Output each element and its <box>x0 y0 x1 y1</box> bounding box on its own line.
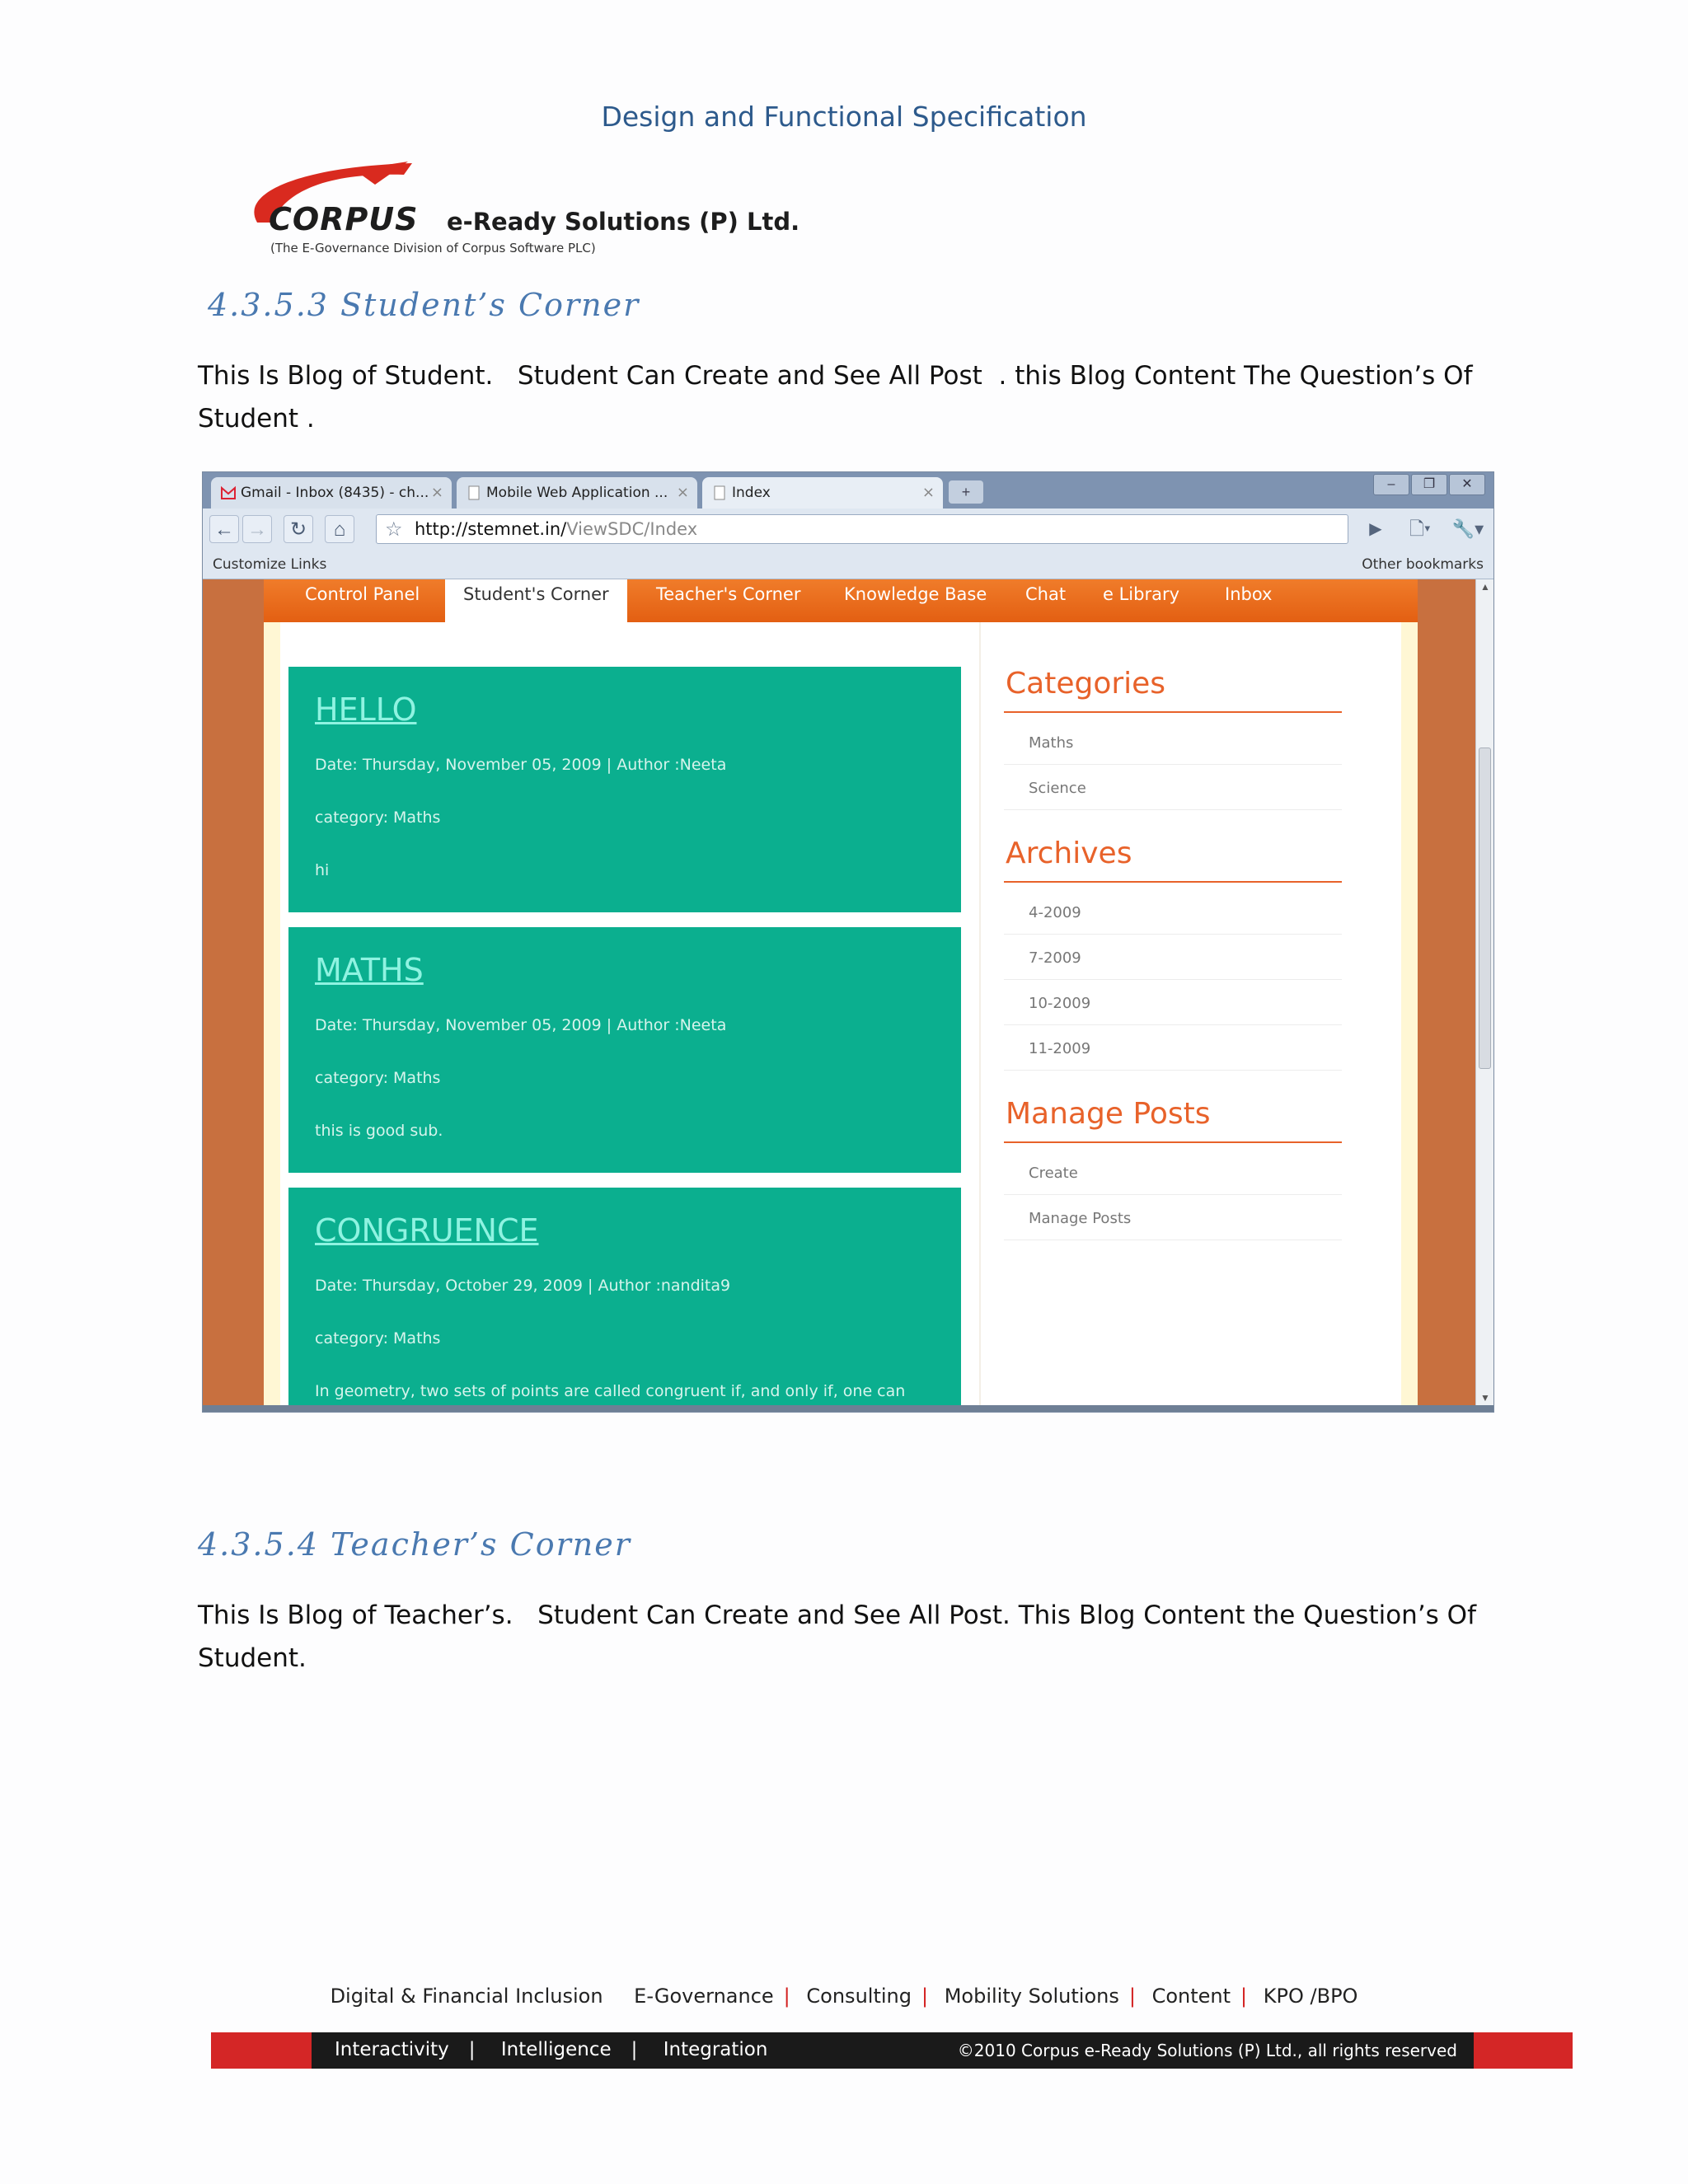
blog-post <box>288 927 961 1173</box>
nav-chat[interactable]: Chat <box>1025 584 1067 604</box>
nav-control-panel[interactable]: Control Panel <box>305 584 420 604</box>
taskbar-strip <box>203 1405 1493 1413</box>
browser-tab-index[interactable] <box>702 477 943 509</box>
footer-link: Digital & Financial Inclusion <box>330 1985 603 2008</box>
page-viewport <box>203 579 1477 1405</box>
sidebar-divider <box>979 622 981 1405</box>
footer-link: Content <box>1151 1985 1231 2008</box>
footer-copyright: ©2010 Corpus e-Ready Solutions (P) Ltd., all rights reserved <box>957 2041 1457 2060</box>
post-meta: Date: Thursday, November 05, 2009 | Author :Neeta <box>315 756 727 774</box>
blog-post <box>288 667 961 912</box>
sidebar-heading-categories: Categories <box>1006 667 1166 701</box>
window-controls <box>1373 474 1489 499</box>
sidebar-item-archive[interactable]: 7-2009 <box>1004 935 1342 980</box>
nav-e-library[interactable]: e Library <box>1103 584 1180 604</box>
home-icon[interactable]: ⌂ <box>325 515 354 543</box>
browser-tab-label: Index <box>732 485 771 501</box>
window-close-icon[interactable]: ✕ <box>1449 474 1485 495</box>
logo-tagline: (The E-Governance Division of Corpus Software PLC) <box>270 241 596 255</box>
browser-toolbar <box>203 509 1493 550</box>
forward-arrow-icon[interactable]: → <box>242 515 272 543</box>
post-title[interactable]: CONGRUENCE <box>315 1212 539 1249</box>
logo-company: e-Ready Solutions (P) Ltd. <box>447 208 800 236</box>
gmail-icon <box>221 485 236 500</box>
nav-students-corner[interactable]: Student's Corner <box>445 579 627 622</box>
sidebar-heading-manage-posts: Manage Posts <box>1006 1097 1211 1131</box>
footer-link: KPO /BPO <box>1263 1985 1358 2008</box>
sidebar-item-manage-posts[interactable]: Manage Posts <box>1004 1195 1342 1240</box>
browser-screenshot <box>202 471 1494 1413</box>
site-nav <box>264 579 1418 622</box>
footer-links: Digital & Financial Inclusion E-Governance | Consulting | Mobility Solutions | Content | KPO /BPO <box>330 1985 1358 2008</box>
page-icon <box>712 485 727 500</box>
sidebar-item-create[interactable]: Create <box>1004 1150 1342 1195</box>
browser-tab-label: Mobile Web Application ... <box>486 485 668 501</box>
bookmarks-bar <box>203 550 1493 579</box>
logo-brand: CORPUS <box>269 201 419 237</box>
browser-tab-bar <box>203 472 1493 509</box>
post-category: category: Maths <box>315 1069 441 1087</box>
blog-post <box>288 1188 961 1405</box>
post-category: category: Maths <box>315 1329 441 1347</box>
footer-bar-dark <box>312 2032 1474 2069</box>
page-icon <box>467 485 481 500</box>
footer-bar-item: Intelligence <box>500 2039 612 2060</box>
post-body: hi <box>315 861 330 879</box>
page-menu-icon[interactable]: 🗋▾ <box>1409 518 1431 539</box>
sidebar-item-maths[interactable]: Maths <box>1004 719 1342 765</box>
maximize-icon[interactable]: ❐ <box>1411 474 1447 495</box>
post-body: In geometry, two sets of points are called congruent if, and only if, one can <box>315 1382 906 1400</box>
address-bar[interactable] <box>376 514 1348 544</box>
vertical-scrollbar[interactable] <box>1475 579 1493 1405</box>
sidebar-item-archive[interactable]: 10-2009 <box>1004 980 1342 1025</box>
post-category: category: Maths <box>315 808 441 827</box>
browser-tab-gmail[interactable] <box>211 477 452 509</box>
section-heading-students-corner: 4.3.5.3 Student’s Corner <box>208 287 640 323</box>
sidebar-item-archive[interactable]: 4-2009 <box>1004 889 1342 935</box>
sidebar-rule <box>1004 1141 1342 1143</box>
scroll-up-icon[interactable]: ▲ <box>1480 581 1490 593</box>
wrench-icon[interactable]: 🔧▾ <box>1451 518 1484 539</box>
browser-tab-label: Gmail - Inbox (8435) - ch... <box>241 485 429 501</box>
post-title[interactable]: MATHS <box>315 952 424 988</box>
nav-knowledge-base[interactable]: Knowledge Base <box>844 584 987 604</box>
new-tab-button[interactable]: + <box>949 480 983 504</box>
footer-link: Consulting <box>806 1985 912 2008</box>
url-path: ViewSDC/Index <box>566 519 698 539</box>
post-body: this is good sub. <box>315 1122 443 1140</box>
footer-bar-item: Integration <box>663 2039 768 2060</box>
minimize-icon[interactable]: – <box>1373 474 1409 495</box>
back-arrow-icon[interactable]: ← <box>209 515 239 543</box>
sidebar-item-archive[interactable]: 11-2009 <box>1004 1025 1342 1071</box>
bookmark-customize-links[interactable]: Customize Links <box>213 556 327 573</box>
sidebar-rule <box>1004 711 1342 713</box>
star-icon[interactable]: ☆ <box>385 518 403 541</box>
section-text-students-corner: This Is Blog of Student. Student Can Create and See All Post . this Blog Content The Question’s Of Student . <box>198 361 1481 434</box>
go-arrow-icon[interactable]: ▶ <box>1369 520 1382 538</box>
footer-bar-item: Interactivity <box>335 2039 449 2060</box>
scrollbar-thumb[interactable] <box>1479 748 1491 1069</box>
post-title[interactable]: HELLO <box>315 691 417 728</box>
bookmark-other-bookmarks[interactable]: Other bookmarks <box>1362 556 1484 573</box>
url-host: http://stemnet.in/ <box>415 519 567 539</box>
site-frame <box>264 579 1418 1405</box>
scroll-down-icon[interactable]: ▼ <box>1480 1392 1490 1404</box>
footer-link: Mobility Solutions <box>944 1985 1119 2008</box>
sidebar-item-science[interactable]: Science <box>1004 765 1342 810</box>
footer-bar <box>211 2032 1573 2069</box>
section-heading-teachers-corner: 4.3.5.4 Teacher’s Corner <box>198 1526 631 1563</box>
footer-bar-items: Interactivity | Intelligence | Integration <box>335 2039 768 2060</box>
sidebar-heading-archives: Archives <box>1006 837 1132 870</box>
reload-icon[interactable]: ↻ <box>284 515 313 543</box>
close-icon[interactable]: × <box>676 484 689 501</box>
nav-inbox[interactable]: Inbox <box>1225 584 1273 604</box>
nav-teachers-corner[interactable]: Teacher's Corner <box>656 584 801 604</box>
post-meta: Date: Thursday, November 05, 2009 | Author :Neeta <box>315 1016 727 1034</box>
footer-link: E-Governance <box>634 1985 774 2008</box>
browser-tab-mobile-web[interactable] <box>457 477 697 509</box>
close-icon[interactable]: × <box>430 484 443 501</box>
post-meta: Date: Thursday, October 29, 2009 | Author :nandita9 <box>315 1277 731 1295</box>
close-icon[interactable]: × <box>921 484 935 501</box>
sidebar-rule <box>1004 881 1342 883</box>
section-text-teachers-corner: This Is Blog of Teacher’s. Student Can Create and See All Post. This Blog Content the Question’s Of Student. <box>198 1601 1484 1673</box>
document-header-title: Design and Functional Specification <box>601 101 1087 133</box>
corpus-logo <box>231 158 824 265</box>
